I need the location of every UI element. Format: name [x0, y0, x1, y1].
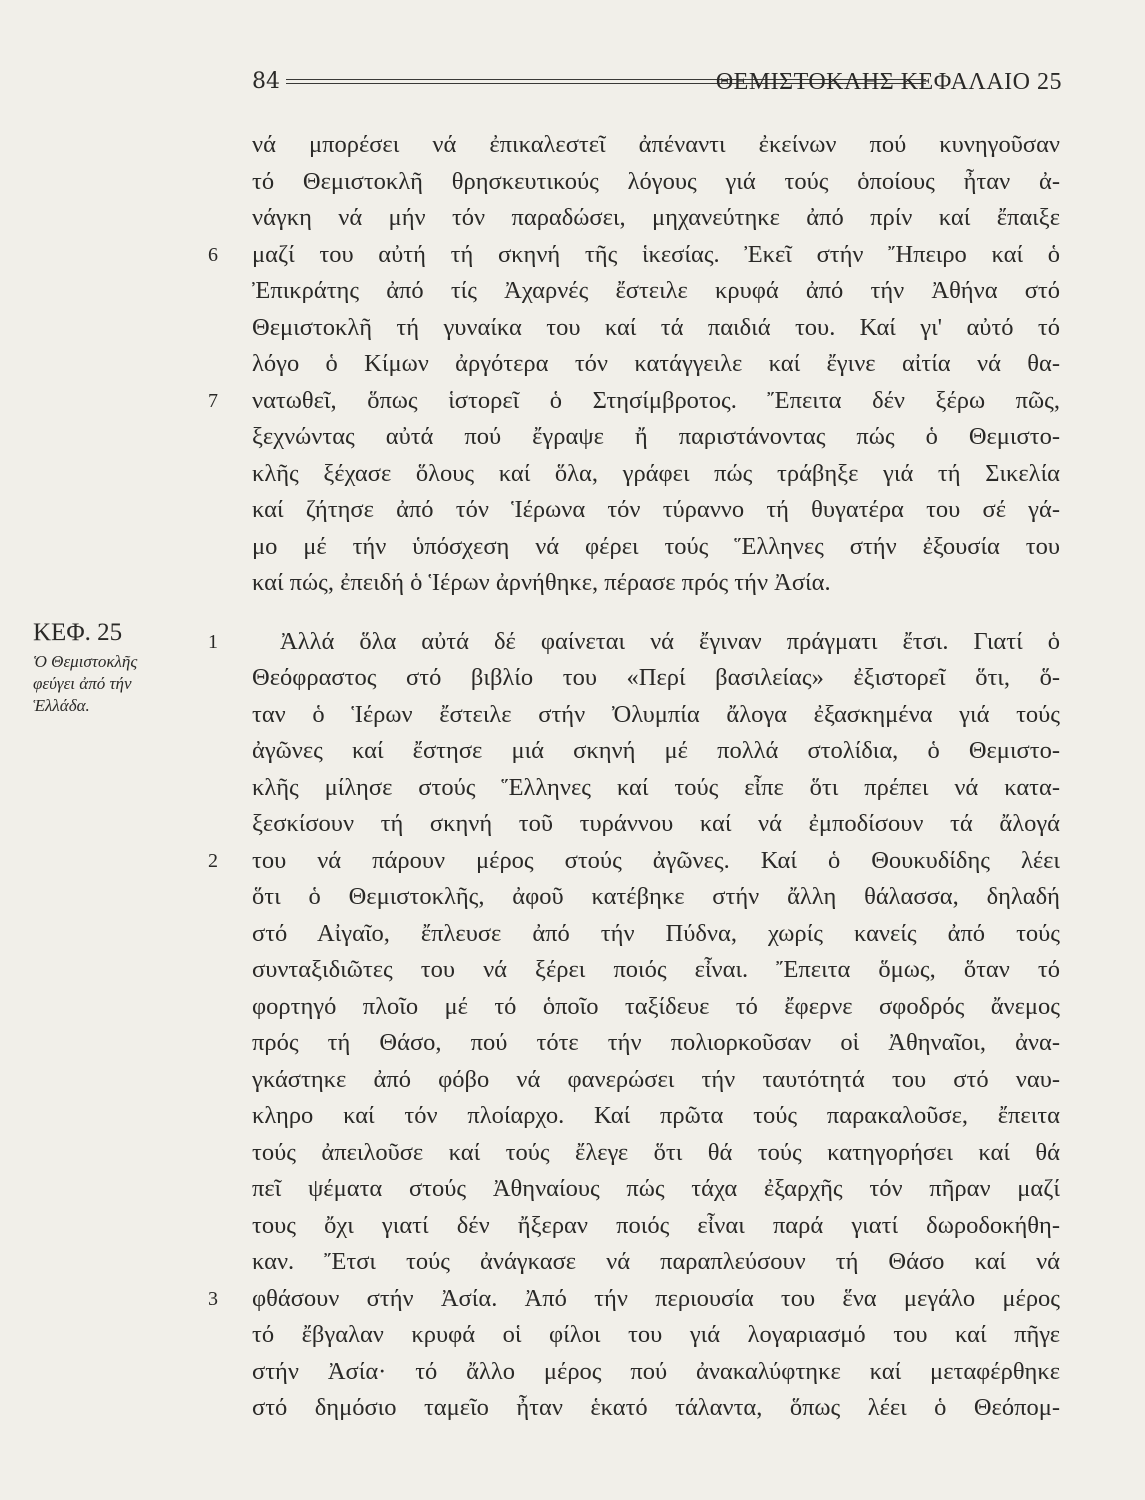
line-text: τούς ἀπειλοῦσε καί τούς ἔλεγε ὅτι θά τούς κατηγορήσει καί θά: [252, 1138, 1060, 1166]
section-number: 6: [208, 243, 218, 266]
line-text: κληρο καί τόν πλοίαρχο. Καί πρῶτα τούς παρακαλοῦσε, ἔπειτα: [252, 1102, 1060, 1129]
line-text: νάγκη νά μήν τόν παραδώσει, μηχανεύτηκε ἀπό πρίν καί ἔπαιξε: [252, 204, 1060, 231]
page-number: 84: [252, 69, 280, 94]
line-text: κλῆς ξέχασε ὅλους καί ὅλα, γράφει πώς τράβηξε γιά τή Σικελία: [252, 459, 1060, 487]
text-line: [252, 1135, 1060, 1172]
line-text: ξεσκίσουν τή σκηνή τοῦ τυράννου καί νά ἐμποδίσουν τά ἄλογά: [252, 810, 1060, 837]
chapter-label: ΚΕΦ. 25: [33, 619, 123, 646]
line-text: καί πώς, ἐπειδή ὁ Ἱέρων ἀρνήθηκε, πέρασε πρός τήν Ἀσία.: [252, 569, 831, 596]
paragraph: [208, 624, 1060, 1427]
text-line: [252, 492, 1060, 529]
line-text: Θεμιστοκλῆ τή γυναίκα του καί τά παιδιά του. Καί γι' αὐτό τό: [252, 313, 1060, 341]
line-text: φθάσουν στήν Ἀσία. Ἀπό τήν περιουσία του ἕνα μεγάλο μέρος: [252, 1284, 1060, 1312]
line-text: τό ἔβγαλαν κρυφά οἱ φίλοι του γιά λογαριασμό του καί πῆγε: [252, 1321, 1060, 1348]
line-text: ξεχνώντας αὐτά πού ἔγραψε ἤ παριστάνοντας πώς ὁ Θεμιστο-: [252, 423, 1060, 450]
margin-note: [33, 617, 203, 717]
line-text: νά μπορέσει νά ἐπικαλεστεῖ ἀπέναντι ἐκείνων πού κυνηγοῦσαν: [252, 131, 1060, 158]
line-text: του νά πάρουν μέρος στούς ἀγῶνες. Καί ὁ Θουκυδίδης λέει: [252, 846, 1060, 874]
line-text: στήν Ἀσία· τό ἄλλο μέρος πού ἀνακαλύφτηκε καί μεταφέρθηκε: [252, 1357, 1060, 1385]
line-text: καν. Ἔτσι τούς ἀνάγκασε νά παραπλεύσουν τή Θάσο καί νά: [252, 1248, 1060, 1275]
text-line: [252, 697, 1060, 734]
text-line: [252, 806, 1060, 843]
text-line: [252, 200, 1060, 237]
text-line: [252, 346, 1060, 383]
text-line: [252, 733, 1060, 770]
line-text: λόγο ὁ Κίμων ἀργότερα τόν κατάγγειλε καί ἔγινε αἰτία νά θα-: [252, 350, 1060, 377]
line-text: καί ζήτησε ἀπό τόν Ἱέρωνα τόν τύραννο τή θυγατέρα του σέ γά-: [252, 496, 1060, 523]
text-line: [208, 843, 1060, 880]
line-text: νατωθεῖ, ὅπως ἱστορεῖ ὁ Στησίμβροτος. Ἔπειτα δέν ξέρω πῶς,: [252, 386, 1060, 414]
text-line: [208, 624, 1060, 661]
line-text: ὅτι ὁ Θεμιστοκλῆς, ἀφοῦ κατέβηκε στήν ἄλλη θάλασσα, δηλαδή: [252, 883, 1060, 910]
line-text: ταν ὁ Ἱέρων ἔστειλε στήν Ὀλυμπία ἄλογα ἐξασκημένα γιά τούς: [252, 700, 1060, 728]
summary-line: Ἑλλάδα.: [33, 696, 90, 715]
text-line: [252, 1171, 1060, 1208]
text-line: [252, 529, 1060, 566]
line-text: πεῖ ψέματα στούς Ἀθηναίους πώς τάχα ἐξαρχῆς τόν πῆραν μαζί: [252, 1175, 1060, 1202]
summary-line: φεύγει ἀπό τήν: [33, 674, 132, 693]
line-text: μο μέ τήν ὑπόσχεση νά φέρει τούς Ἕλληνες στήν ἐξουσία του: [252, 532, 1060, 560]
line-text: στό δημόσιο ταμεῖο ἦταν ἑκατό τάλαντα, ὅπως λέει ὁ Θεόπομ-: [252, 1394, 1060, 1421]
line-text: μαζί του αὐτή τή σκηνή τῆς ἱκεσίας. Ἐκεῖ στήν Ἤπειρο καί ὁ: [252, 240, 1060, 268]
running-title: ΘΕΜΙΣΤΟΚΛΗΣ ΚΕΦΑΛΑΙΟ 25: [715, 69, 1062, 95]
text-line: [252, 1354, 1060, 1391]
text-line: [252, 565, 1060, 602]
paragraph: [208, 127, 1060, 602]
line-text: Ἐπικράτης ἀπό τίς Ἀχαρνές ἔστειλε κρυφά ἀπό τήν Ἀθήνα στό: [252, 277, 1060, 304]
text-line: [252, 127, 1060, 164]
line-text: τους ὄχι γιατί δέν ἤξεραν ποιός εἶναι παρά γιατί δωροδοκήθη-: [252, 1211, 1060, 1239]
line-text: συνταξιδιῶτες του νά ξέρει ποιός εἶναι. Ἔπειτα ὅμως, ὅταν τό: [252, 956, 1060, 983]
text-line: [252, 1244, 1060, 1281]
text-line: [252, 1098, 1060, 1135]
section-number: 3: [208, 1287, 218, 1310]
text-line: [252, 456, 1060, 493]
text-line: [252, 1317, 1060, 1354]
text-line: [252, 164, 1060, 201]
line-text: κλῆς μίλησε στούς Ἕλληνες καί τούς εἶπε ὅτι πρέπει νά κατα-: [252, 773, 1060, 801]
section-number: 1: [208, 630, 218, 653]
text-line: [252, 310, 1060, 347]
chapter-summary: [33, 651, 203, 717]
section-number: 7: [208, 389, 218, 412]
text-line: [208, 383, 1060, 420]
text-line: [208, 237, 1060, 274]
section-number: 2: [208, 849, 218, 872]
text-line: [252, 770, 1060, 807]
text-line: [252, 879, 1060, 916]
line-text: ἀγῶνες καί ἔστησε μιά σκηνή μέ πολλά στολίδια, ὁ Θεμιστο-: [252, 737, 1060, 764]
main-text: [208, 127, 1060, 1427]
text-line: [252, 1062, 1060, 1099]
line-text: γκάστηκε ἀπό φόβο νά φανερώσει τήν ταυτότητά του στό ναυ-: [252, 1065, 1060, 1093]
line-text: φορτηγό πλοῖο μέ τό ὁποῖο ταξίδευε τό ἔφερνε σφοδρός ἄνεμος: [252, 992, 1060, 1020]
text-line: [252, 1025, 1060, 1062]
text-line: [252, 1390, 1060, 1427]
text-line: [252, 273, 1060, 310]
text-line: [252, 952, 1060, 989]
text-line: [208, 1281, 1060, 1318]
line-text: τό Θεμιστοκλῆ θρησκευτικούς λόγους γιά τούς ὁποίους ἦταν ἀ-: [252, 167, 1060, 195]
text-line: [252, 989, 1060, 1026]
summary-line: Ὁ Θεμιστοκλῆς: [33, 652, 138, 671]
page-header: [252, 64, 1062, 100]
text-line: [252, 660, 1060, 697]
line-text: πρός τή Θάσο, πού τότε τήν πολιορκοῦσαν οἱ Ἀθηναῖοι, ἀνα-: [252, 1029, 1060, 1056]
line-text: στό Αἰγαῖο, ἔπλευσε ἀπό τήν Πύδνα, χωρίς κανείς ἀπό τούς: [252, 919, 1060, 947]
text-line: [252, 419, 1060, 456]
text-line: [252, 1208, 1060, 1245]
text-line: [252, 916, 1060, 953]
line-text: Ἀλλά ὅλα αὐτά δέ φαίνεται νά ἔγιναν πράγματι ἔτσι. Γιατί ὁ: [280, 627, 1060, 655]
line-text: Θεόφραστος στό βιβλίο του «Περί βασιλείας» ἐξιστορεῖ ὅτι, ὅ-: [252, 664, 1060, 691]
